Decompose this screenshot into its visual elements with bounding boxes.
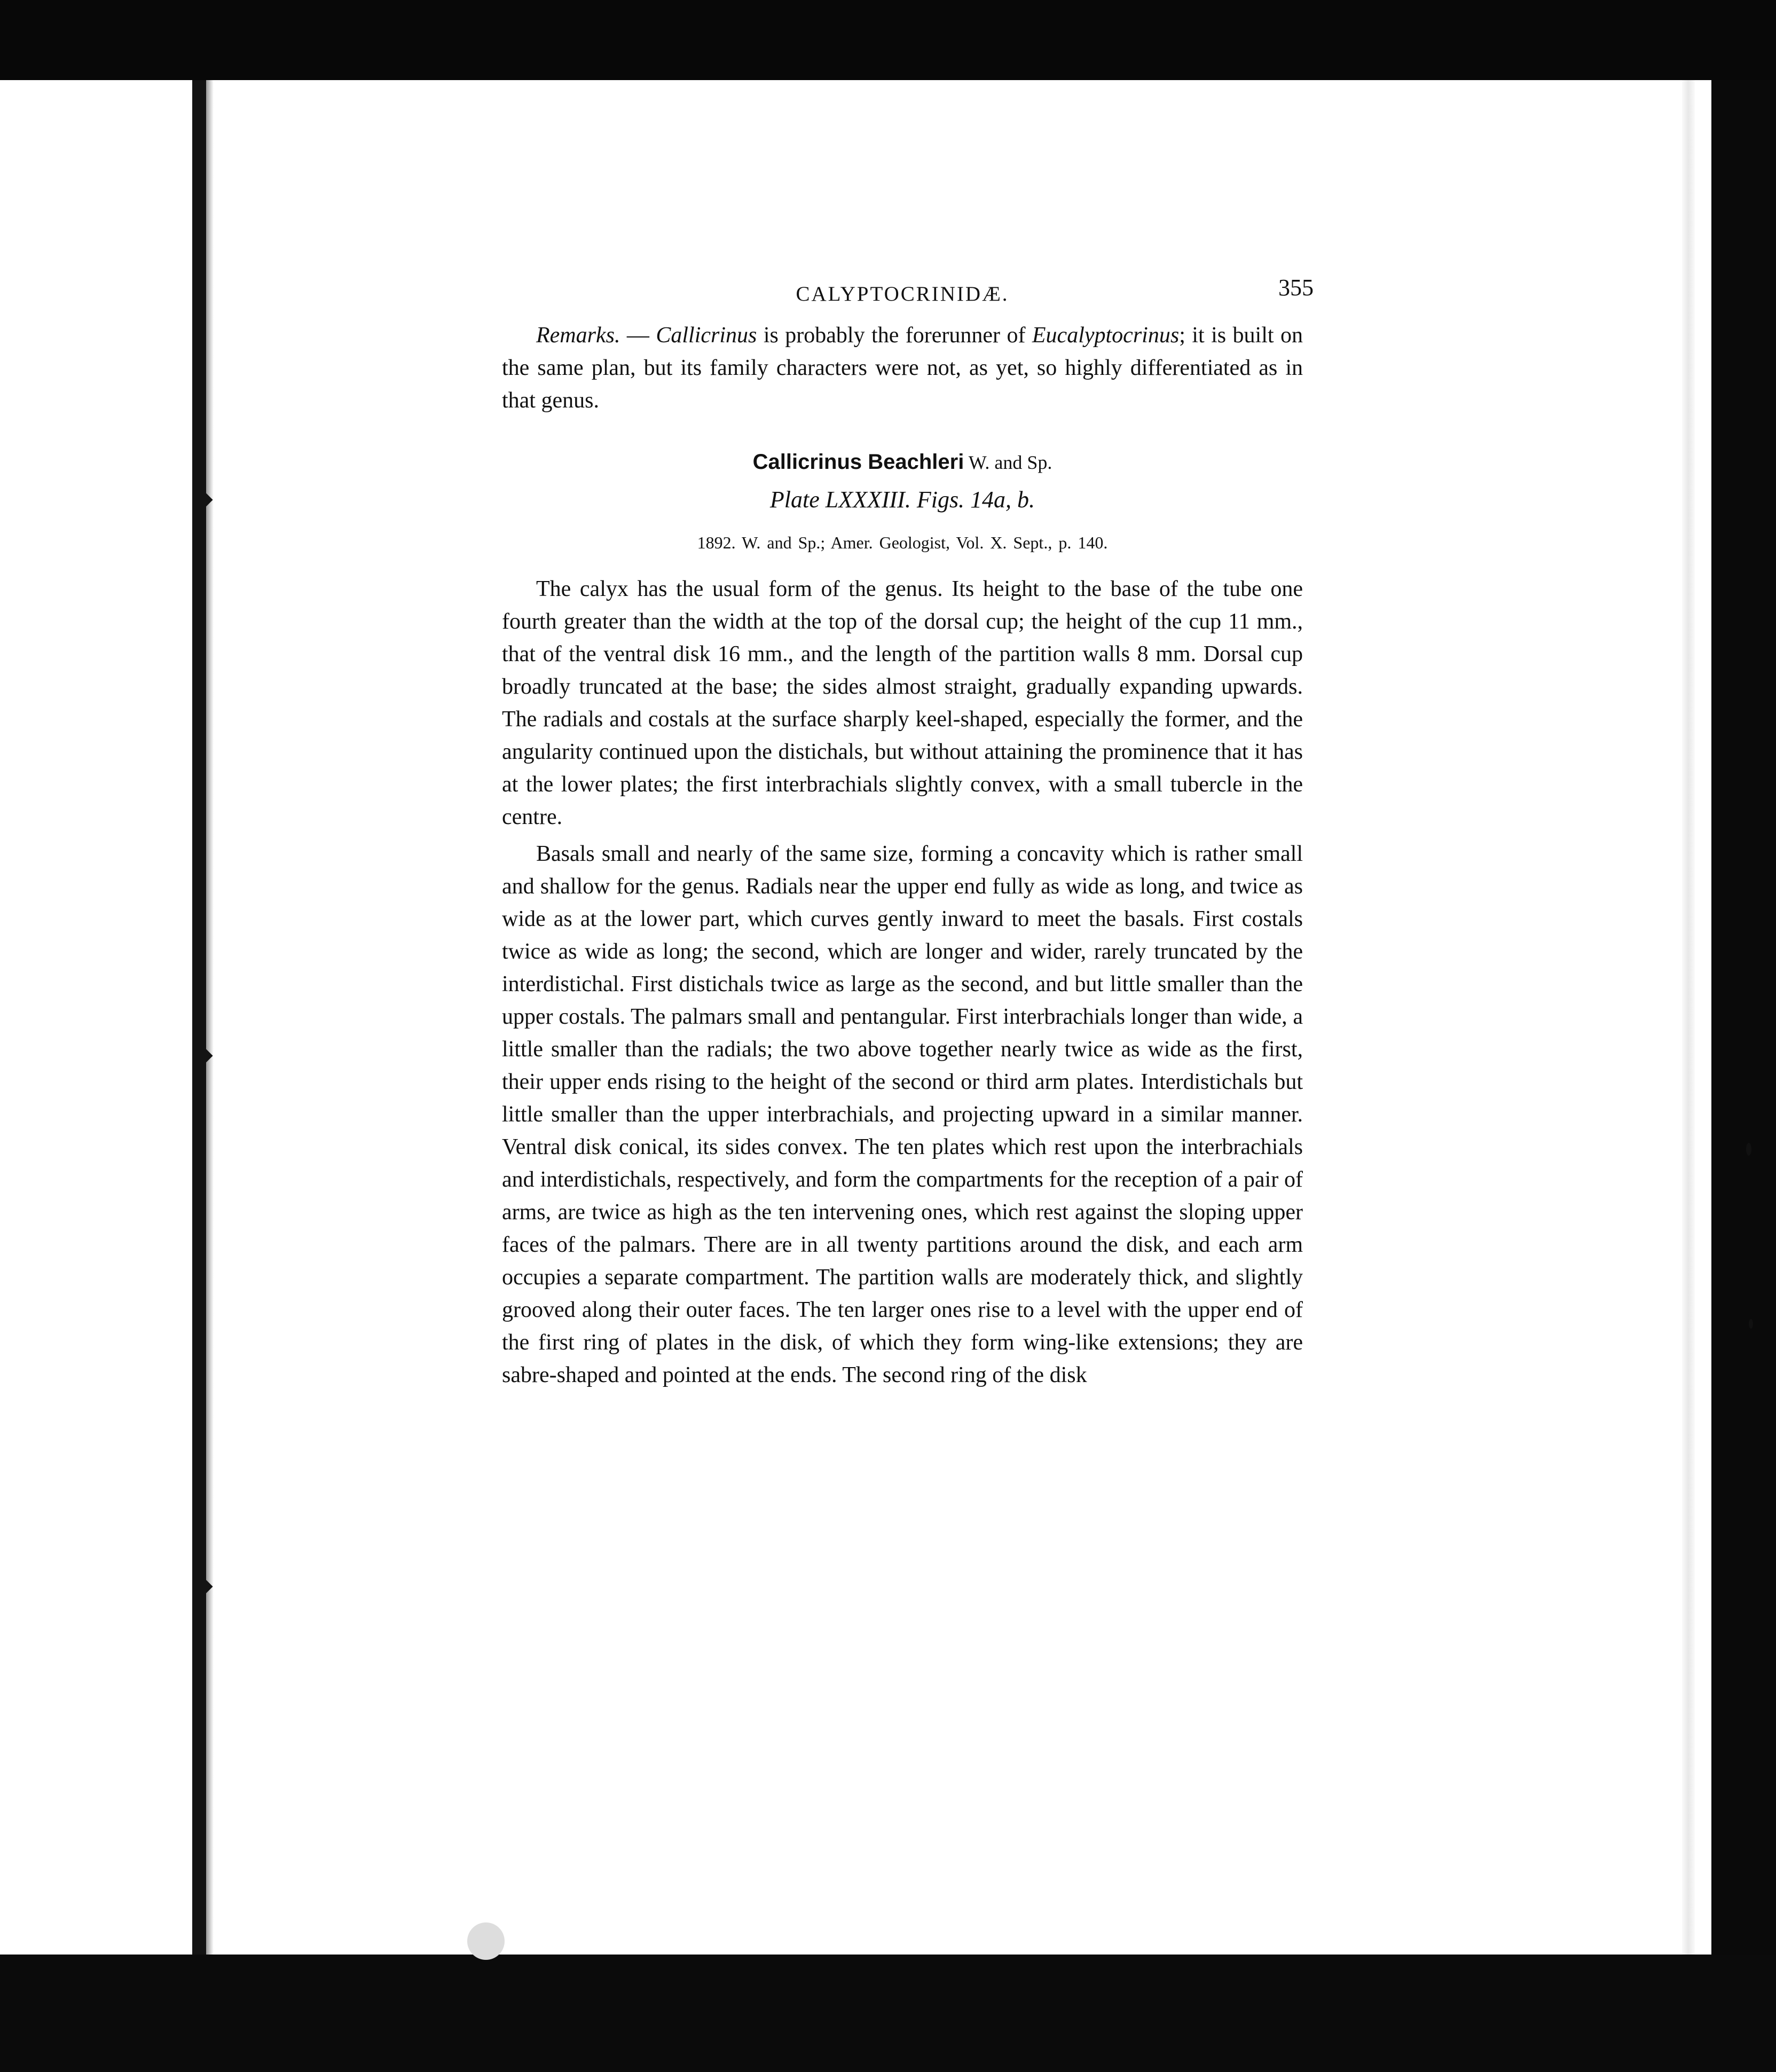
remarks-paragraph [502,319,1303,417]
plate-reference: Plate LXXXIII. Figs. 14a, b. [769,486,1035,513]
page-number: 355 [1278,274,1314,301]
scan-speck [467,1922,505,1960]
genus-name: Eucalyptocrinus [1032,323,1180,348]
remarks-label: Remarks. [536,323,620,348]
species-name: Callicrinus Beachleri [752,450,964,474]
genus-name: Callicrinus [656,323,757,348]
running-header [502,274,1314,315]
remarks-text: is probably the forerunner of [757,323,1032,348]
scan-top-border [0,0,1776,80]
remarks-dash: — [620,323,656,348]
species-author: W. and Sp. [964,452,1052,473]
running-title: CALYPTOCRINIDÆ. [796,282,1009,305]
citation: 1892. W. and Sp.; Amer. Geologist, Vol. X. Sept., p. 140. [697,533,1108,552]
remarks-text: ; it is built on the same plan, but its family characters were not, as yet, so highly differentiated as in that genus. [502,323,1303,413]
scan-speck [1746,1143,1751,1156]
page-edge [1682,80,1695,1955]
body-paragraph: Basals small and nearly of the same size, forming a concavity which is rather small and shallow for the genus. Radials near the upper end fully as wide as long, and twice as wide as at the lower part, which curves gently inward to meet the basals. First costals twice as wide as long; the second, which are longer and wider, rarely truncated by the interdistichal. First distichals twice as large as the second, and but little smaller than the upper costals. The palmars small and pentangular. First interbrachials longer than wide, a little smaller than the radials; the two above together nearly twice as wide as the first, their upper ends rising to the height of the second or third arm plates. Interdistichals but little smaller than the upper interbrachials, and projecting upward in a similar manner. Ventral disk conical, its sides convex. The ten plates which rest upon the interbrachials and interdistichals, respectively, and form the compartments for the reception of a pair of arms, are twice as high as the ten intervening ones, which rest against the sloping upper faces of the palmars. There are in all twenty partitions around the disk, and each arm occupies a separate compartment. The partition walls are moderately thick, and slightly grooved along their outer faces. The ten larger ones rise to a level with the upper end of the first ring of plates in the disk, of which they form wing-like extensions; they are sabre-shaped and pointed at the ends. The second ring of the disk [502,842,1303,1387]
species-heading [502,446,1303,479]
gutter-shadow [206,80,214,1955]
scan-bottom-border [0,1955,1776,2072]
page-text [502,274,1314,1392]
body-paragraph: The calyx has the usual form of the genus. Its height to the base of the tube one fourth greater than the width at the top of the dorsal cup; the height of the cup 11 mm., that of the ventral disk 16 mm., and the length of the partition walls 8 mm. Dorsal cup broadly truncated at the base; the sides almost straight, gradually expanding upwards. The radials and costals at the surface sharply keel-shaped, especially the former, and the angularity continued upon the distichals, but without attaining the prominence that it has at the lower plates; the first interbrachials slightly convex, with a small tubercle in the centre. [502,577,1303,829]
scan-speck [1749,1319,1753,1329]
book-binding-gutter [192,80,206,1955]
